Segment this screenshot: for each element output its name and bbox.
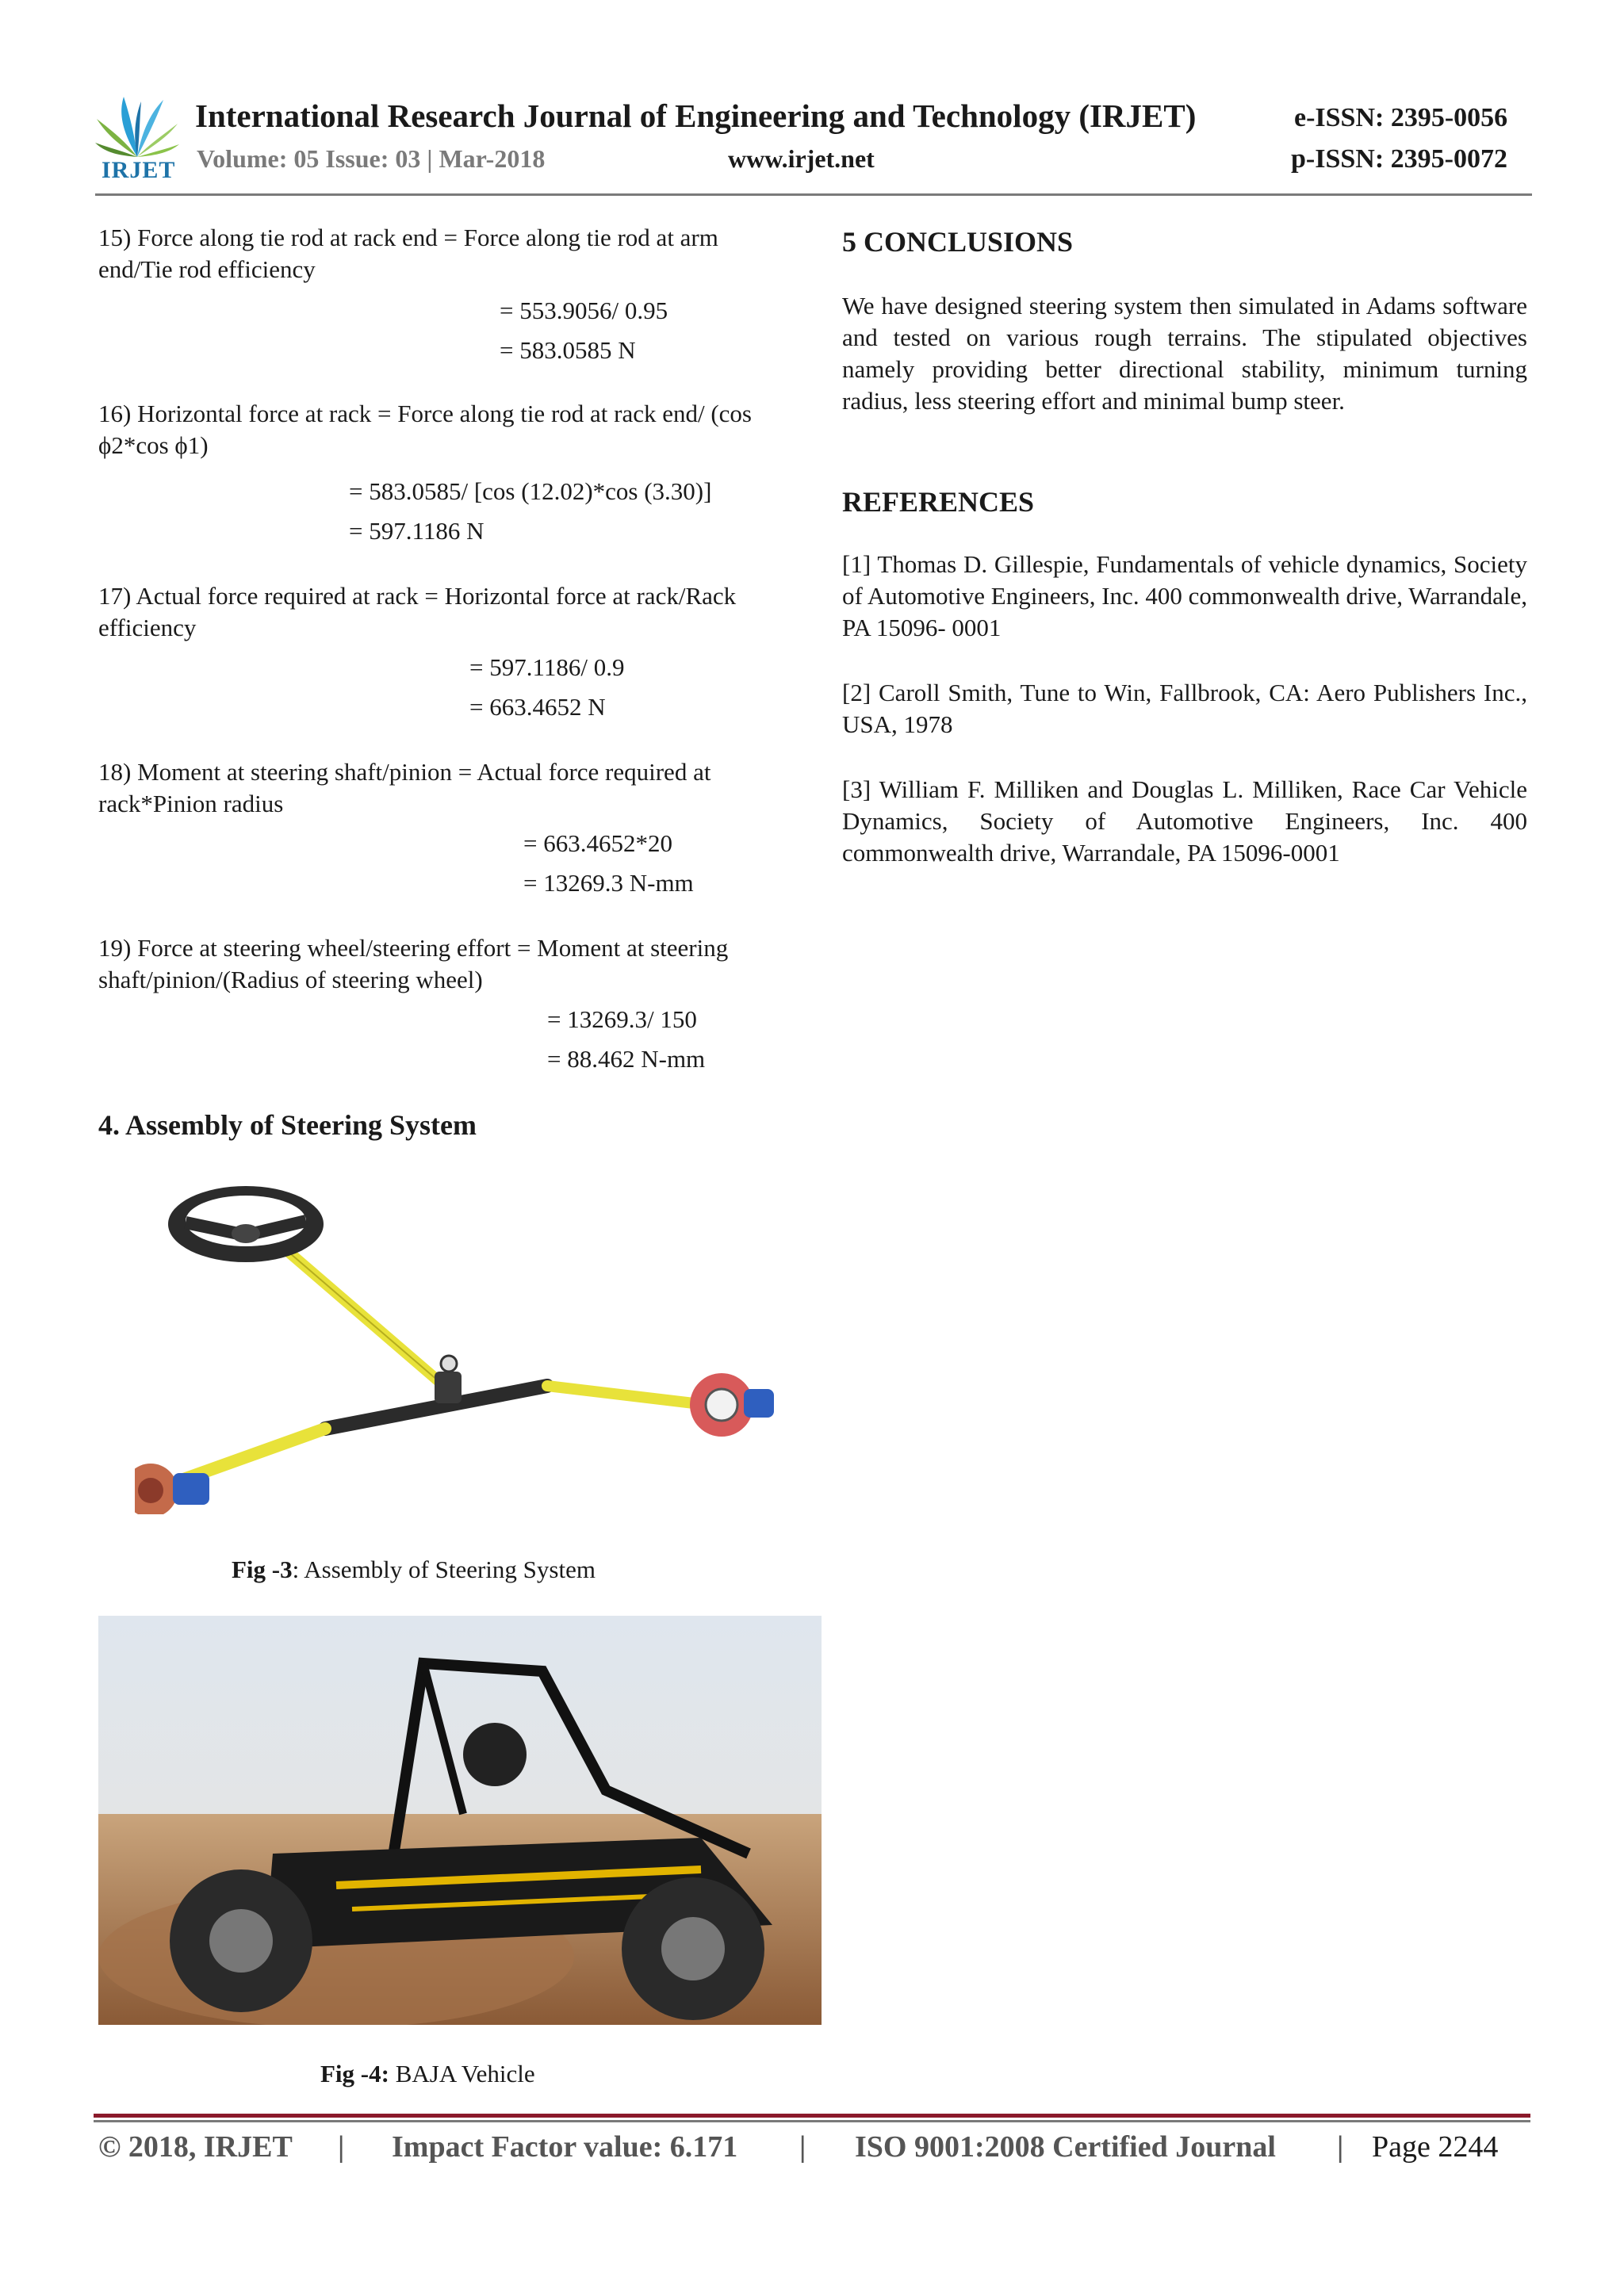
journal-title: International Research Journal of Engineering and Technology (IRJET): [195, 98, 1197, 134]
footer-sep-2: |: [799, 2130, 806, 2164]
item-17-eq2: = 663.4652 N: [469, 693, 606, 721]
item-17-text: 17) Actual force required at rack = Horizontal force at rack/Rack efficiency: [98, 582, 737, 641]
website-link[interactable]: www.irjet.net: [728, 144, 875, 173]
footer-page-number: Page 2244: [1372, 2130, 1499, 2164]
fig-4-label: Fig -4:: [320, 2060, 389, 2087]
footer-impact-factor: Impact Factor value: 6.171: [392, 2130, 738, 2164]
item-19-eq1: = 13269.3/ 150: [547, 1005, 697, 1033]
volume-issue: Volume: 05 Issue: 03 | Mar-2018: [197, 144, 546, 173]
fig-3-caption-text: : Assembly of Steering System: [292, 1556, 596, 1583]
conclusions-text: We have designed steering system then simulated in Adams software and tested on various rough terrains. The stipulated objectives namely providing better directional stability, minimum turning radius, less steering effort and minimal bump steer.: [842, 292, 1527, 415]
footer-iso: ISO 9001:2008 Certified Journal: [855, 2130, 1276, 2164]
section-4-heading: 4. Assembly of Steering System: [98, 1109, 477, 1141]
reference-3: [3] William F. Milliken and Douglas L. Milliken, Race Car Vehicle Dynamics, Society of Automotive Engineers, Inc. 400 commonwealth drive, Warrandale, PA 15096-0001: [842, 775, 1527, 867]
footer-sep-3: |: [1337, 2130, 1344, 2164]
footer-divider: [94, 2120, 1530, 2122]
item-18-eq1: = 663.4652*20: [523, 829, 672, 857]
item-16-eq1: = 583.0585/ [cos (12.02)*cos (3.30)]: [349, 477, 712, 505]
fig-3-caption: [232, 1556, 596, 1584]
footer-sep-1: |: [338, 2130, 345, 2164]
fig-4-caption-text: BAJA Vehicle: [389, 2060, 535, 2087]
item-15-text: 15) Force along tie rod at rack end = Force along tie rod at arm end/Tie rod efficiency: [98, 224, 718, 283]
footer-divider-accent: [94, 2114, 1530, 2118]
footer-copyright: © 2018, IRJET: [98, 2130, 293, 2164]
conclusions-heading: 5 CONCLUSIONS: [842, 226, 1074, 258]
p-issn: p-ISSN: 2395-0072: [1291, 144, 1507, 174]
references-heading: REFERENCES: [842, 486, 1035, 518]
item-16-text: 16) Horizontal force at rack = Force along tie rod at rack end/ (cos ϕ2*cos ϕ1): [98, 400, 752, 459]
item-15-eq1: = 553.9056/ 0.95: [500, 297, 668, 324]
item-17-eq1: = 597.1186/ 0.9: [469, 653, 625, 681]
steering-assembly-figure: [135, 1173, 785, 1514]
item-15-eq2: = 583.0585 N: [500, 336, 636, 364]
e-issn: e-ISSN: 2395-0056: [1294, 103, 1508, 132]
item-18-text: 18) Moment at steering shaft/pinion = Actual force required at rack*Pinion radius: [98, 758, 711, 817]
fig-4-caption: [320, 2060, 535, 2088]
header-divider: [95, 193, 1532, 196]
item-18-eq2: = 13269.3 N-mm: [523, 869, 694, 897]
reference-1: [1] Thomas D. Gillespie, Fundamentals of vehicle dynamics, Society of Automotive Engineers, Inc. 400 commonwealth drive, Warrandale, PA 15096- 0001: [842, 550, 1527, 641]
baja-vehicle-photo: [98, 1616, 822, 2025]
reference-2: [2] Caroll Smith, Tune to Win, Fallbrook, CA: Aero Publishers Inc., USA, 1978: [842, 679, 1527, 738]
item-19-eq2: = 88.462 N-mm: [547, 1045, 706, 1073]
item-19-text: 19) Force at steering wheel/steering effort = Moment at steering shaft/pinion/(Radius of steering wheel): [98, 934, 729, 993]
fig-3-label: Fig -3: [232, 1556, 293, 1583]
logo-text: IRJET: [102, 157, 176, 183]
item-16-eq2: = 597.1186 N: [349, 517, 485, 545]
